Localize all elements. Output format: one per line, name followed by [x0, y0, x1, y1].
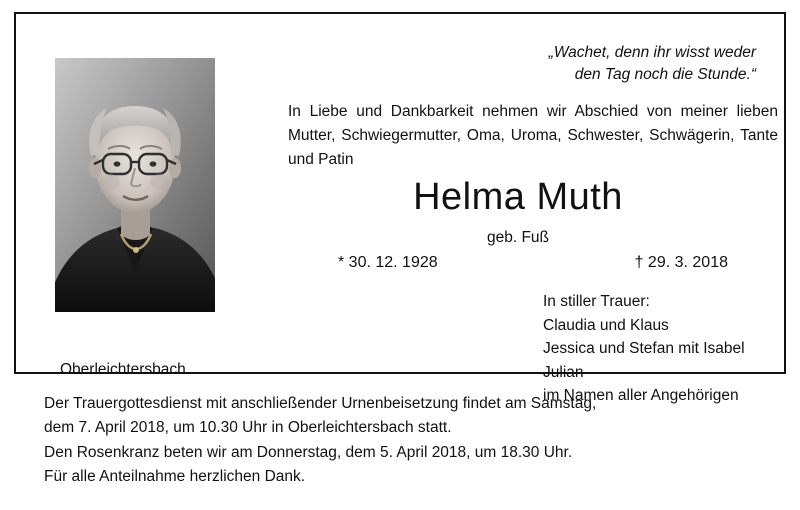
- mourner-line: Claudia und Klaus: [543, 316, 669, 334]
- motto-quote: [336, 42, 756, 87]
- deceased-name: Helma Muth: [413, 176, 623, 218]
- mourners-block: [543, 290, 793, 408]
- motto-line-2: den Tag noch die Stunde.“: [574, 66, 756, 84]
- mourner-line: Julian: [543, 363, 584, 381]
- mourner-line: Jessica und Stefan mit Isabel: [543, 340, 745, 358]
- note-line: Der Trauergottesdienst mit anschließender Urnenbeisetzung findet am Samstag,: [44, 395, 597, 412]
- mourners-heading: In stiller Trauer:: [543, 293, 650, 310]
- motto-line-1: „Wachet, denn ihr wisst weder: [548, 44, 756, 61]
- note-line: Den Rosenkranz beten wir am Donnerstag, dem 5. April 2018, um 18.30 Uhr.: [44, 443, 573, 461]
- life-dates: [268, 254, 788, 272]
- note-line: Für alle Anteilnahme herzlichen Dank.: [44, 467, 306, 485]
- birth-date: * 30. 12. 1928: [338, 254, 438, 271]
- service-notes: [44, 392, 764, 489]
- note-line: dem 7. April 2018, um 10.30 Uhr in Oberleichtersbach statt.: [44, 419, 452, 437]
- place-name: Oberleichtersbach: [60, 361, 186, 378]
- death-date: † 29. 3. 2018: [634, 254, 728, 271]
- maiden-name: geb. Fuß: [486, 229, 550, 246]
- portrait-photo: [55, 58, 215, 312]
- intro-text: In Liebe und Dankbarkeit nehmen wir Abschied von meiner lieben Mutter, Schwiegermutter, Oma, Uroma, Schwester, Schwägerin, Tante und Patin: [288, 103, 778, 169]
- mourner-line: im Namen aller Angehörigen: [543, 387, 739, 405]
